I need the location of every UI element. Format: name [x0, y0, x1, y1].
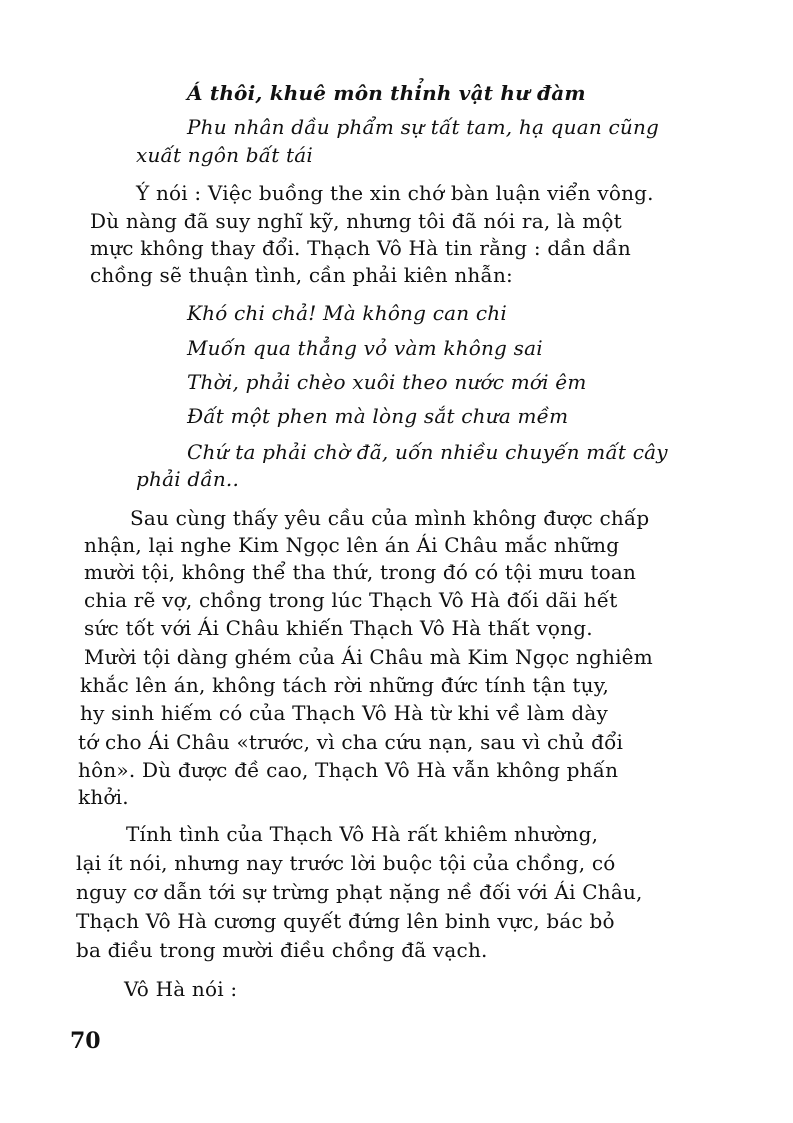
text-line: lại ít nói, nhưng nay trước lời buộc tội của chồng, có	[76, 851, 616, 875]
poem-line: phải dần..	[136, 467, 240, 491]
text-line: Vô Hà nói :	[124, 977, 238, 1001]
text-line: Tính tình của Thạch Vô Hà rất khiêm nhường,	[126, 822, 599, 846]
poem-line: Đất một phen mà lòng sắt chưa mềm	[187, 404, 569, 428]
poem-line: Chứ ta phải chờ đã, uốn nhiều chuyến mất cây	[187, 440, 668, 464]
poem-line: Thời, phải chèo xuôi theo nước mới êm	[187, 370, 587, 394]
text-line: Sau cùng thấy yêu cầu của mình không được chấp	[130, 506, 650, 530]
text-line: sức tốt với Ái Châu khiến Thạch Vô Hà thất vọng.	[84, 616, 593, 640]
poem-line: Phu nhân dầu phẩm sự tất tam, hạ quan cũng	[187, 115, 660, 139]
text-line: ba điều trong mười điều chồng đã vạch.	[76, 938, 488, 962]
page-number: 70	[70, 1028, 101, 1054]
poem-line: Khó chi chả! Mà không can chi	[187, 301, 507, 325]
text-line: Mười tội dàng ghém của Ái Châu mà Kim Ngọc nghiêm	[84, 645, 653, 669]
text-line: hôn». Dù được đề cao, Thạch Vô Hà vẫn không phấn	[78, 758, 619, 782]
poem-line: Muốn qua thẳng vỏ vàm không sai	[187, 336, 543, 360]
text-line: Thạch Vô Hà cương quyết đứng lên binh vực, bác bỏ	[76, 909, 615, 933]
text-line: chia rẽ vợ, chồng trong lúc Thạch Vô Hà đối dãi hết	[84, 588, 618, 612]
text-line: khắc lên án, không tách rời những đức tính tận tụy,	[80, 673, 610, 697]
text-line: tớ cho Ái Châu «trước, vì cha cứu nạn, sau vì chủ đổi	[78, 730, 624, 754]
text-line: mười tội, không thể tha thứ, trong đó có tội mưu toan	[84, 560, 637, 584]
poem-line: Á thôi, khuê môn thỉnh vật hư đàm	[187, 81, 586, 105]
text-line: Dù nàng đã suy nghĩ kỹ, nhưng tôi đã nói ra, là một	[90, 209, 622, 233]
text-line: chồng sẽ thuận tình, cần phải kiên nhẫn:	[90, 263, 513, 287]
text-line: nguy cơ dẫn tới sự trừng phạt nặng nề đối với Ái Châu,	[76, 880, 643, 904]
text-line: mực không thay đổi. Thạch Vô Hà tin rằng : dần dần	[90, 236, 631, 260]
poem-line: xuất ngôn bất tái	[136, 143, 313, 167]
text-line: hy sinh hiếm có của Thạch Vô Hà từ khi về làm dày	[80, 701, 608, 725]
text-line: khởi.	[78, 785, 129, 809]
text-line: Ý nói : Việc buồng the xin chớ bàn luận viển vông.	[136, 181, 654, 205]
text-line: nhận, lại nghe Kim Ngọc lên án Ái Châu mắc những	[84, 533, 620, 557]
